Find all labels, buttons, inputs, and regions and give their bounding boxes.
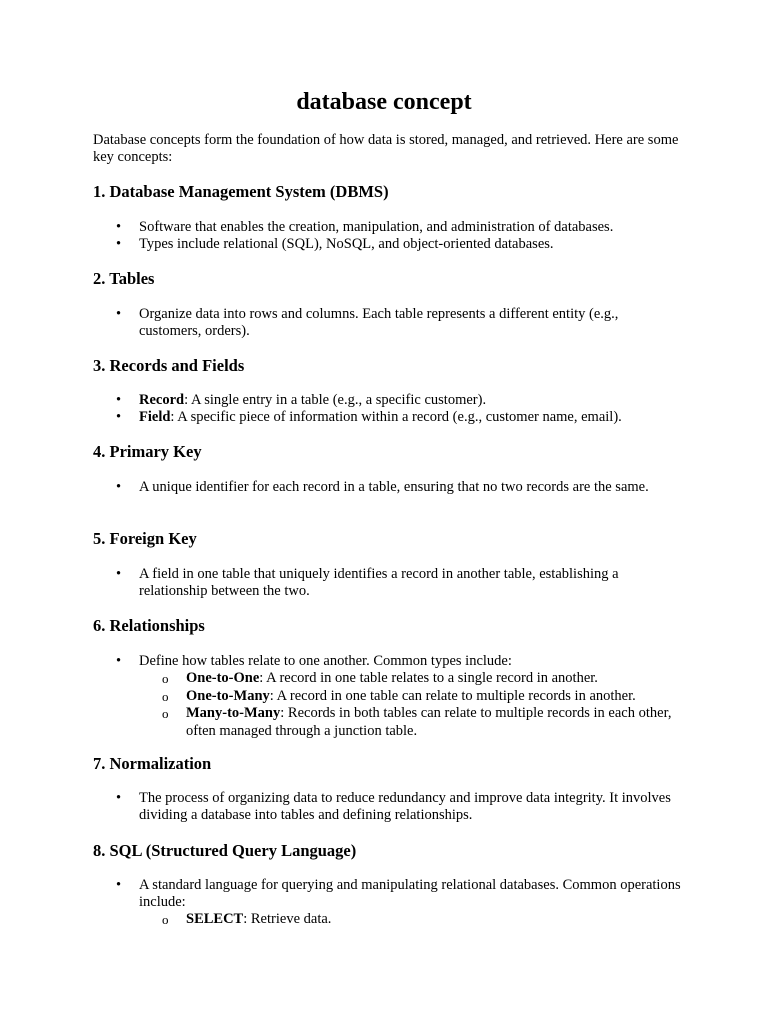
sub-list-item: o One-to-Many: A record in one table can relate to multiple records in another.	[139, 688, 683, 706]
section-heading-relationships: 6. Relationships	[93, 616, 205, 635]
list-item: • A field in one table that uniquely identifies a record in another table, establishing a relationship between the two.	[93, 566, 683, 600]
sub-list-item: o One-to-One: A record in one table relates to a single record in another.	[139, 670, 683, 688]
page-title: database concept	[296, 89, 472, 115]
section-heading-tables: 2. Tables	[93, 269, 155, 288]
section-heading-foreign-key: 5. Foreign Key	[93, 529, 197, 548]
sub-list	[139, 670, 683, 740]
section-heading-normalization: 7. Normalization	[93, 754, 212, 773]
section-list-normalization	[93, 790, 683, 824]
list-item: • Organize data into rows and columns. Each table represents a different entity (e.g., customers, orders).	[93, 306, 683, 340]
section-list-sql	[93, 877, 683, 929]
list-item: • A unique identifier for each record in a table, ensuring that no two records are the same.	[93, 479, 683, 496]
section-heading-primary-key: 4. Primary Key	[93, 442, 202, 461]
section-list-records-fields	[93, 392, 683, 426]
section-heading-dbms: 1. Database Management System (DBMS)	[93, 182, 389, 201]
section-heading-sql: 8. SQL (Structured Query Language)	[93, 841, 357, 860]
list-item: • Software that enables the creation, manipulation, and administration of databases.	[93, 219, 683, 236]
section-list-primary-key	[93, 479, 683, 496]
section-list-foreign-key	[93, 566, 683, 600]
section-list-dbms	[93, 219, 683, 253]
intro-paragraph: Database concepts form the foundation of how data is stored, managed, and retrieved. Here are some key concepts:	[93, 132, 679, 165]
list-item: • The process of organizing data to reduce redundancy and improve data integrity. It involves dividing a database into tables and defining relationships.	[93, 790, 683, 824]
list-item: • Record: A single entry in a table (e.g., a specific customer).	[93, 392, 683, 409]
section-heading-records-fields: 3. Records and Fields	[93, 356, 245, 375]
list-item: • A standard language for querying and manipulating relational databases. Common operations include: o SELECT: Retrieve data.	[93, 877, 683, 929]
section-list-relationships	[93, 653, 683, 740]
sub-list	[139, 911, 683, 929]
list-item: • Define how tables relate to one another. Common types include: o One-to-One: A record in one table relates to a single record in another. o One-to-Many: A record in one table can relate to multiple records in another. o Many-to-Many: Records in both tables can relate to multiple records in each other, often managed through a junction table.	[93, 653, 683, 740]
sub-list-item: o Many-to-Many: Records in both tables can relate to multiple records in each other, often managed through a junction table.	[139, 705, 683, 740]
list-item: • Types include relational (SQL), NoSQL, and object-oriented databases.	[93, 236, 683, 253]
sub-list-item: o SELECT: Retrieve data.	[139, 911, 683, 929]
list-item: • Field: A specific piece of information within a record (e.g., customer name, email).	[93, 409, 683, 426]
section-list-tables	[93, 306, 683, 340]
